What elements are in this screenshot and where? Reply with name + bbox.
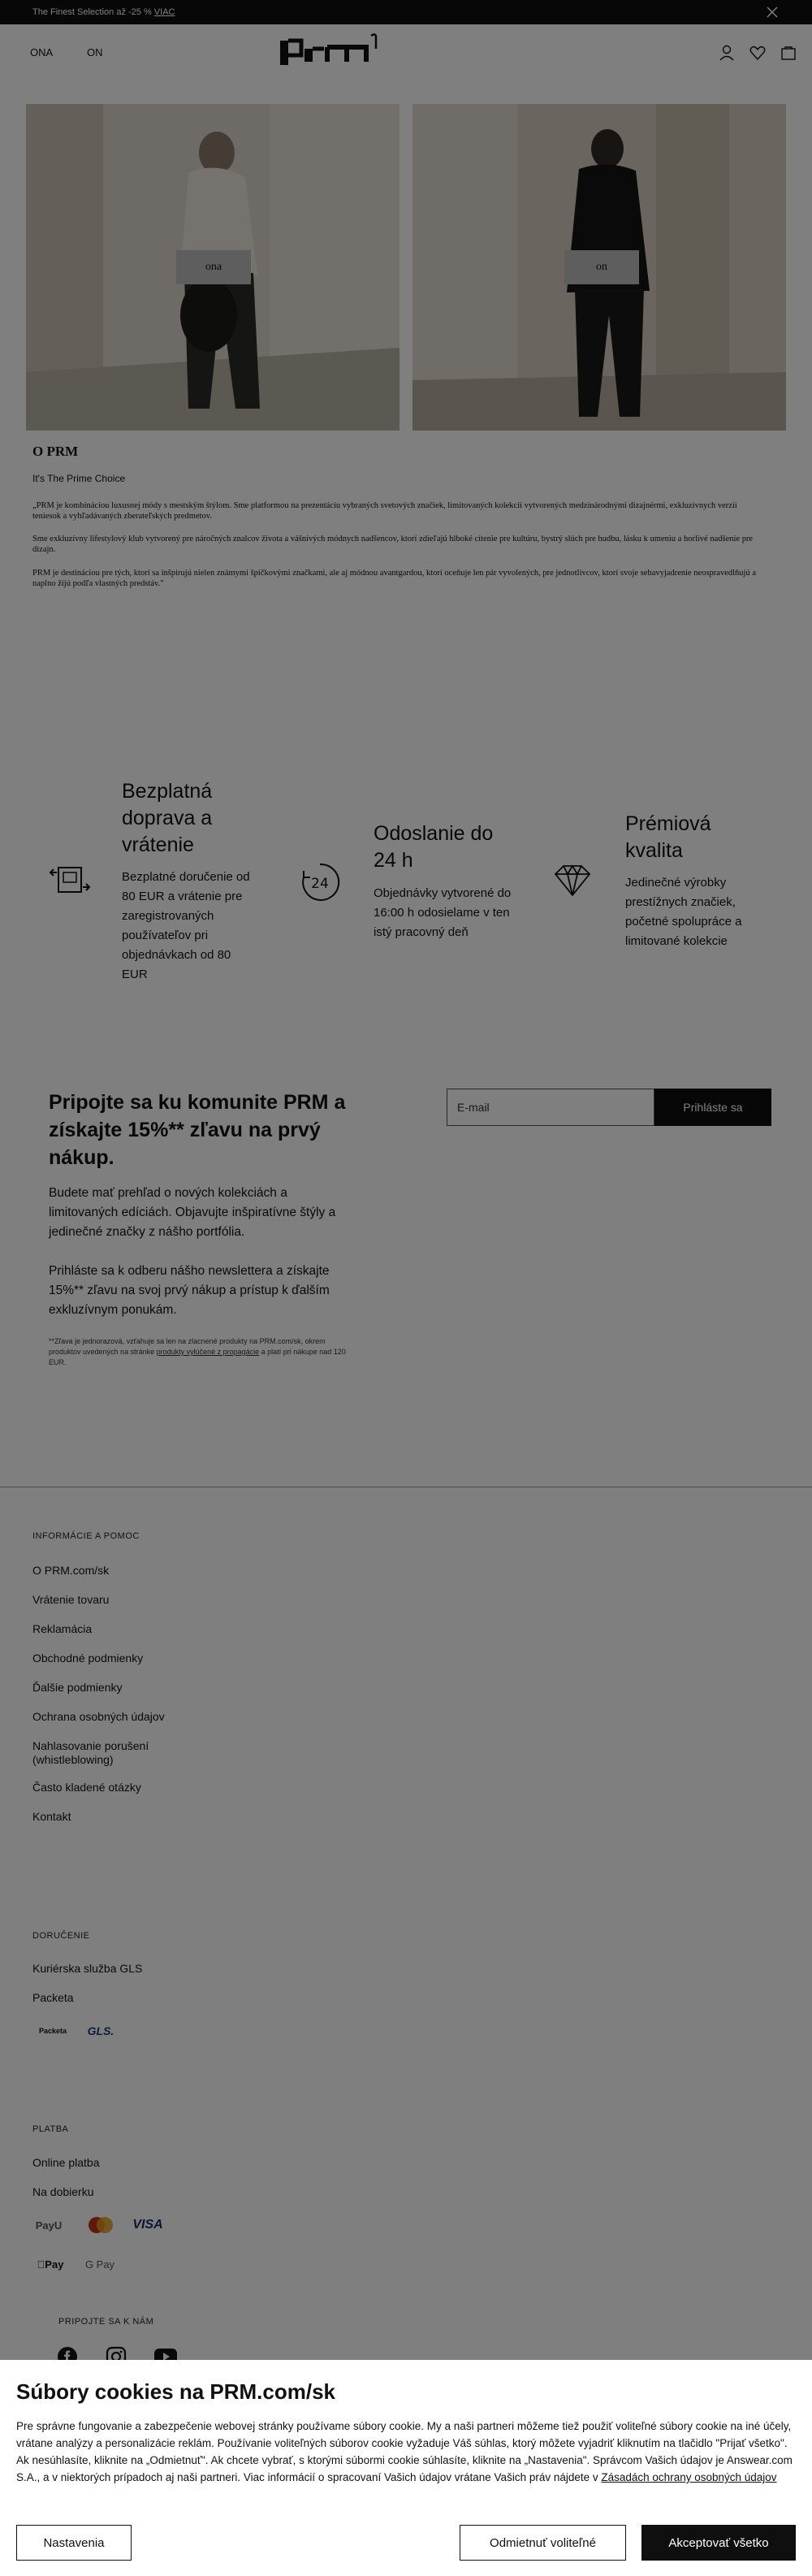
- privacy-policy-link[interactable]: Zásadách ochrany osobných údajov: [601, 2471, 777, 2483]
- cookie-text: Pre správne fungovanie a zabezpečenie webovej stránky používame súbory cookie. My a naši partneri môžeme tiež použiť voliteľné súbory cookie na iné účely, vrátane analýzy a personalizácie reklám. Používanie voliteľných súborov cookie vyžaduje Váš súhlas, ktorý môžete vyjadriť kliknutím na tlačidlo "Prijať všetko". Ak nesúhlasíte, kliknite na „Odmietnuť". Ak chcete vybrať, s ktorými súbormi cookie súhlasíte, kliknite na „Nastavenia". Správcom Vašich údajov je Answear.com S.A., a v niektorých prípadoch aj naši partneri. Viac informácií o spracovaní Vašich údajov vrátane Vašich práv nájdete v Zásadách ochrany osobných údajov: [16, 2420, 793, 2483]
- cookie-settings-button[interactable]: Nastavenia: [16, 2525, 132, 2561]
- cookie-accept-button[interactable]: Akceptovať všetko: [641, 2525, 796, 2561]
- cookie-reject-button[interactable]: Odmietnuť voliteľné: [460, 2525, 626, 2561]
- cookie-banner: [0, 2360, 812, 2576]
- cookie-title: Súbory cookies na PRM.com/sk: [16, 2379, 336, 2404]
